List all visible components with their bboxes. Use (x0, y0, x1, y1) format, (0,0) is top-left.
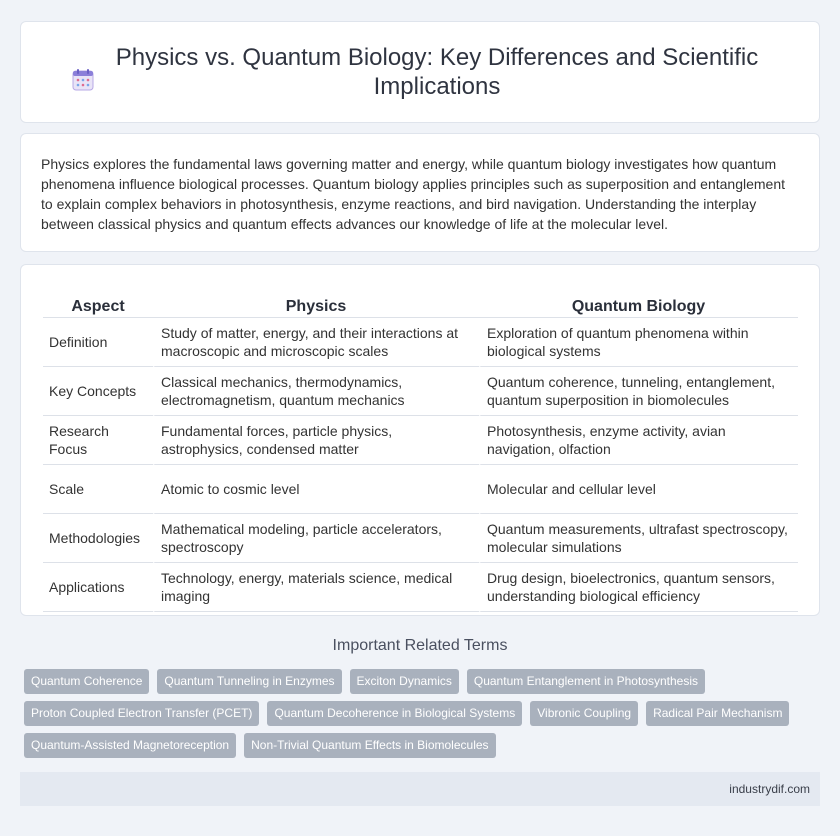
related-term-tag[interactable]: Radical Pair Mechanism (646, 701, 789, 726)
row-quantum-biology-cell: Molecular and cellular level (479, 465, 798, 514)
row-aspect-cell: Applications (43, 563, 153, 612)
row-aspect-cell: Key Concepts (43, 367, 153, 416)
related-term-tag[interactable]: Quantum Tunneling in Enzymes (157, 669, 341, 694)
row-physics-cell: Atomic to cosmic level (153, 465, 479, 514)
table-row (43, 514, 798, 563)
row-physics-cell: Study of matter, energy, and their interactions at macroscopic and microscopic scales (153, 318, 479, 367)
row-physics-cell: Classical mechanics, thermodynamics, electromagnetism, quantum mechanics (153, 367, 479, 416)
related-term-tag[interactable]: Non-Trivial Quantum Effects in Biomolecules (244, 733, 495, 758)
intro-card (20, 133, 820, 252)
row-aspect-cell: Scale (43, 465, 153, 514)
related-term-tag[interactable]: Quantum Decoherence in Biological Systems (267, 701, 522, 726)
related-term-tag[interactable]: Vibronic Coupling (530, 701, 638, 726)
header-card (20, 21, 820, 123)
related-terms-list (24, 669, 820, 765)
row-aspect-cell: Methodologies (43, 514, 153, 563)
related-term-tag[interactable]: Quantum Coherence (24, 669, 149, 694)
related-term-tag[interactable]: Quantum-Assisted Magnetoreception (24, 733, 236, 758)
table-row (43, 465, 798, 514)
column-header-quantum-biology: Quantum Biology (479, 292, 798, 318)
column-header-physics: Physics (153, 292, 479, 318)
row-physics-cell: Technology, energy, materials science, medical imaging (153, 563, 479, 612)
footer-site-link[interactable]: industrydif.com (729, 782, 810, 796)
column-header-aspect: Aspect (43, 292, 153, 318)
related-term-tag[interactable]: Proton Coupled Electron Transfer (PCET) (24, 701, 259, 726)
table-row (43, 416, 798, 465)
row-quantum-biology-cell: Drug design, bioelectronics, quantum sensors, understanding biological efficiency (479, 563, 798, 612)
row-physics-cell: Mathematical modeling, particle accelerators, spectroscopy (153, 514, 479, 563)
row-quantum-biology-cell: Photosynthesis, enzyme activity, avian navigation, olfaction (479, 416, 798, 465)
footer (20, 772, 820, 806)
table-row (43, 318, 798, 367)
related-terms-title: Important Related Terms (332, 637, 508, 654)
row-quantum-biology-cell: Quantum measurements, ultrafast spectroscopy, molecular simulations (479, 514, 798, 563)
comparison-table (43, 292, 798, 612)
table-header-row (43, 292, 798, 318)
table-row (43, 563, 798, 612)
row-physics-cell: Fundamental forces, particle physics, astrophysics, condensed matter (153, 416, 479, 465)
row-quantum-biology-cell: Quantum coherence, tunneling, entanglement, quantum superposition in biomolecules (479, 367, 798, 416)
related-term-tag[interactable]: Exciton Dynamics (350, 669, 459, 694)
row-aspect-cell: Definition (43, 318, 153, 367)
page-title: Physics vs. Quantum Biology: Key Differences and Scientific Implications (115, 44, 759, 100)
table-row (43, 367, 798, 416)
related-term-tag[interactable]: Quantum Entanglement in Photosynthesis (467, 669, 705, 694)
row-quantum-biology-cell: Exploration of quantum phenomena within biological systems (479, 318, 798, 367)
intro-text: Physics explores the fundamental laws governing matter and energy, while quantum biology investigates how quantum phenomena influence biological processes. Quantum biology applies principles such as superposition and entanglement to explain complex behaviors in photosynthesis, enzyme reactions, and bird navigation. Understanding the interplay between classical physics and quantum effects advances our knowledge of life at the molecular level. (41, 156, 786, 232)
comparison-table-card (20, 264, 820, 616)
row-aspect-cell: Research Focus (43, 416, 153, 465)
calendar-icon (70, 67, 96, 93)
